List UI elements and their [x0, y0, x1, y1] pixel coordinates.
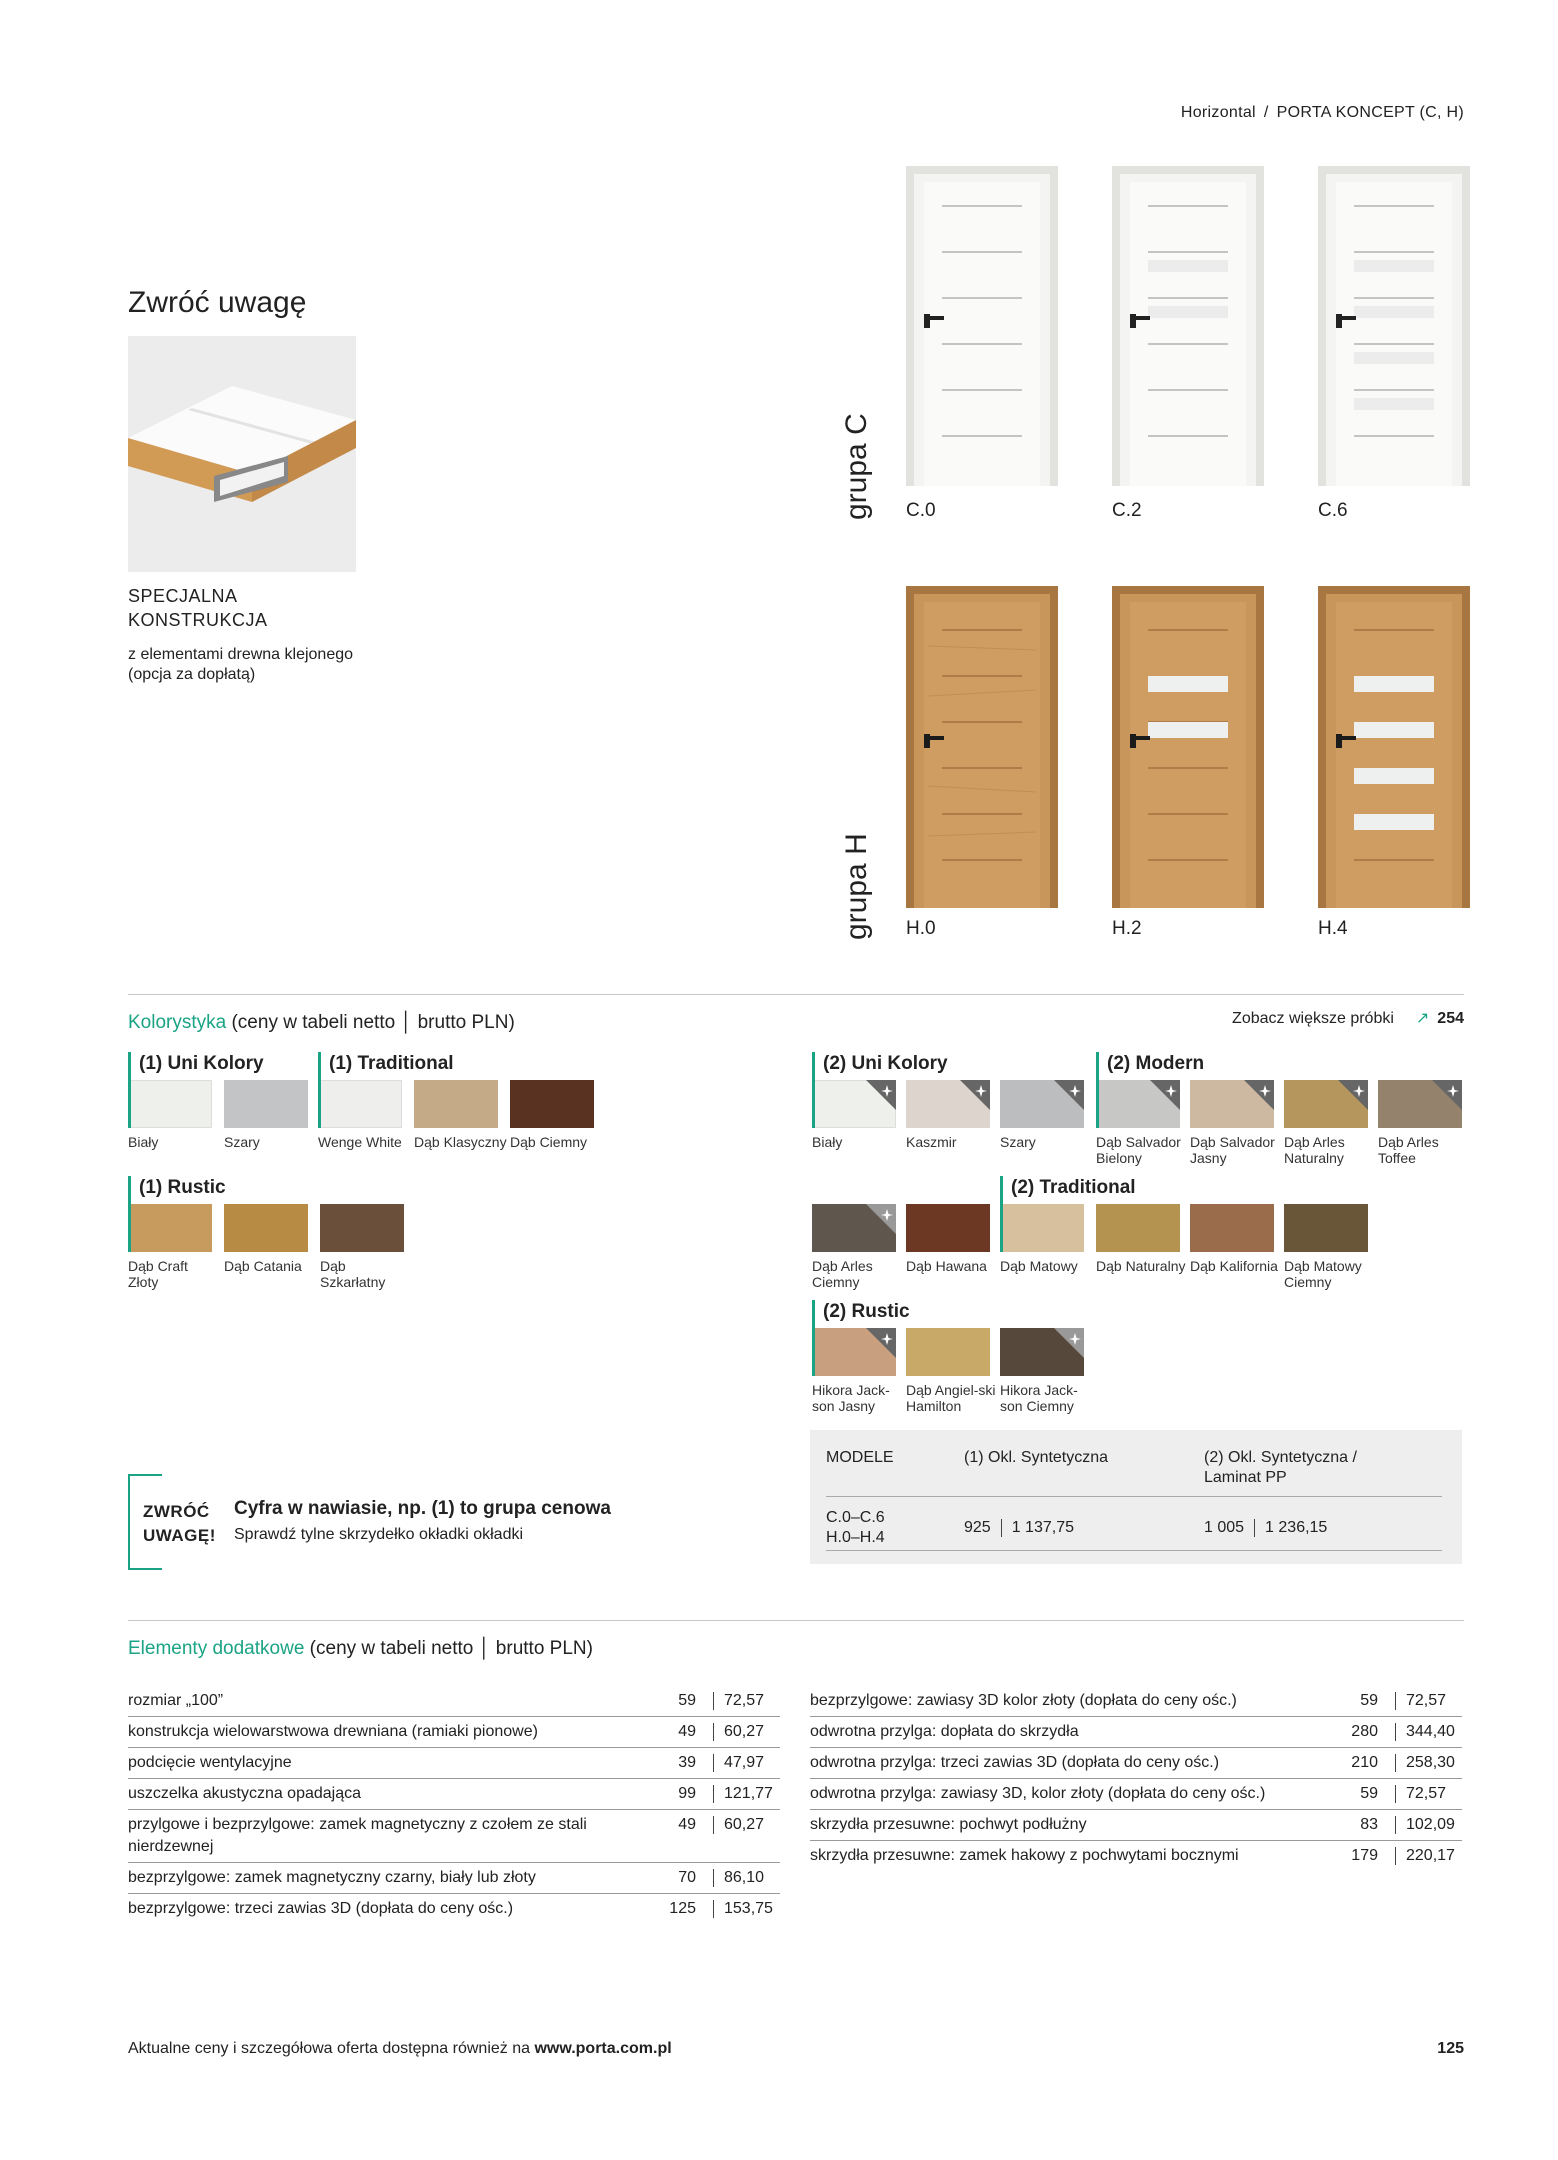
swatch-accent-mark — [128, 1080, 131, 1128]
extras-row — [810, 1721, 1462, 1748]
footer-link[interactable]: www.porta.com.pl — [534, 2040, 672, 2057]
extras-gross: 47,97 — [724, 1754, 765, 1771]
price-separator — [713, 1869, 714, 1887]
swatch-label: Dąb Szkarłatny — [320, 1258, 386, 1290]
sparkle-icon — [1432, 1080, 1462, 1110]
door-h4[interactable] — [1318, 586, 1470, 908]
swatch-2-trad-dab-naturalny[interactable] — [1096, 1204, 1180, 1252]
swatch-2-dab-arles-ciemny[interactable] — [812, 1204, 896, 1252]
price-col-group2 — [1204, 1448, 1357, 1488]
swatch-label: Hikora Jack-son Jasny — [812, 1382, 890, 1414]
swatch-fill — [320, 1204, 404, 1252]
door-h0[interactable] — [906, 586, 1058, 908]
swatch-label: Dąb Klasyczny — [414, 1134, 507, 1150]
swatch-label: Kaszmir — [906, 1134, 957, 1150]
extras-name: skrzydła przesuwne: pochwyt podłużny — [810, 1816, 1087, 1833]
swatch-label: Hikora Jack-son Ciemny — [1000, 1382, 1078, 1414]
swatch-label: Dąb Ciemny — [510, 1134, 588, 1150]
extras-net: 179 — [1351, 1847, 1378, 1864]
sparkle-icon — [866, 1080, 896, 1110]
extras-net: 59 — [1360, 1692, 1378, 1709]
swatch-2-trad-dab-kalifornia[interactable] — [1190, 1204, 1274, 1252]
sparkle-icon — [960, 1080, 990, 1110]
swatch-accent-mark — [128, 1204, 131, 1252]
swatch-2-rustic-angielski-hamilton[interactable] — [906, 1328, 990, 1376]
price-separator — [713, 1900, 714, 1918]
swatch-2-uni-kaszmir[interactable] — [906, 1080, 990, 1128]
more-samples-link[interactable] — [1232, 1008, 1464, 1028]
extras-name: odwrotna przylga: dopłata do skrzydła — [810, 1723, 1079, 1740]
price-col-group2-line: Laminat PP — [1204, 1469, 1287, 1486]
swatch-2-uni-bialy[interactable] — [812, 1080, 896, 1128]
extras-name: bezprzylgowe: zamek magnetyczny czarny, biały lub złoty — [128, 1869, 536, 1886]
swatch-fill — [906, 1328, 990, 1376]
extras-name: odwrotna przylga: zawiasy 3D, kolor złoty (dopłata do ceny ośc.) — [810, 1785, 1266, 1802]
swatch-2-modern-salvador-jasny[interactable] — [1190, 1080, 1274, 1128]
extras-net: 49 — [678, 1723, 696, 1740]
extras-gross: 72,57 — [1406, 1692, 1447, 1709]
door-code-h2: H.2 — [1112, 918, 1142, 939]
sparkle-icon — [1054, 1080, 1084, 1110]
price-separator — [1395, 1754, 1396, 1772]
footer-text — [128, 2040, 672, 2058]
swatch-accent-mark — [318, 1080, 321, 1128]
swatch-2-rustic-hikora-jasny[interactable] — [812, 1328, 896, 1376]
group-2-modern-title: (2) Modern — [1096, 1052, 1204, 1080]
swatch-1-uni-szary[interactable] — [224, 1080, 308, 1128]
sparkle-icon — [866, 1328, 896, 1358]
extras-gross: 220,17 — [1406, 1847, 1455, 1864]
group-1-rustic-title: (1) Rustic — [128, 1176, 226, 1204]
sparkle-icon — [1054, 1328, 1084, 1358]
extras-gross: 102,09 — [1406, 1816, 1455, 1833]
construction-description: z elementami drewna klejonego (opcja za dopłatą) — [128, 646, 354, 683]
door-c6[interactable] — [1318, 166, 1470, 486]
attention-heading: Cyfra w nawiasie, np. (1) to grupa cenowa — [234, 1498, 611, 1519]
extras-row — [128, 1814, 780, 1863]
price-col-models: MODELE — [826, 1449, 894, 1466]
breadcrumb-separator: / — [1263, 104, 1269, 121]
swatch-fill — [414, 1080, 498, 1128]
extras-net: 59 — [1360, 1785, 1378, 1802]
extras-row — [810, 1690, 1462, 1717]
sparkle-icon — [1338, 1080, 1368, 1110]
swatch-accent-mark — [1000, 1204, 1003, 1252]
swatch-fill — [906, 1204, 990, 1252]
colors-title-rest: (ceny w tabeli netto │ brutto PLN) — [231, 1012, 515, 1033]
swatch-label: Szary — [224, 1134, 260, 1150]
breadcrumb-item-product[interactable]: PORTA KONCEPT (C, H) — [1276, 104, 1464, 121]
swatch-label: Dąb Arles Naturalny — [1284, 1134, 1345, 1166]
price-group2-gross: 1 236,15 — [1265, 1519, 1328, 1536]
swatch-fill — [1190, 1204, 1274, 1252]
sparkle-icon — [866, 1204, 896, 1234]
extras-section-title — [128, 1638, 593, 1660]
swatch-accent-mark — [812, 1080, 815, 1128]
price-col-group2-line: (2) Okl. Syntetyczna / — [1204, 1449, 1357, 1466]
extras-name: przylgowe i bezprzylgowe: zamek magnetyczny z czołem ze stali nierdzewnej — [128, 1816, 587, 1855]
swatch-label: Dąb Kalifornia — [1190, 1258, 1278, 1274]
extras-name: uszczelka akustyczna opadająca — [128, 1785, 362, 1802]
price-separator — [713, 1816, 714, 1834]
extras-name: rozmiar „100” — [128, 1692, 224, 1709]
swatch-2-modern-arles-toffee[interactable] — [1378, 1080, 1462, 1128]
attention-label-line: UWAGĘ! — [143, 1526, 216, 1545]
door-h2[interactable] — [1112, 586, 1264, 908]
extras-row — [810, 1845, 1462, 1871]
swatch-label: Biały — [812, 1134, 843, 1150]
extras-gross: 86,10 — [724, 1869, 765, 1886]
swatch-label: Dąb Catania — [224, 1258, 302, 1274]
swatch-1-rustic-dab-catania[interactable] — [224, 1204, 308, 1252]
section-divider — [128, 1620, 1464, 1621]
swatch-label: Dąb Craft Złoty — [128, 1258, 188, 1290]
colors-section-title — [128, 1012, 515, 1034]
extras-net: 125 — [669, 1900, 696, 1917]
swatch-label: Wenge White — [318, 1134, 402, 1150]
extras-net: 83 — [1360, 1816, 1378, 1833]
swatch-2-modern-salvador-bielony[interactable] — [1096, 1080, 1180, 1128]
price-separator — [713, 1754, 714, 1772]
extras-row — [810, 1752, 1462, 1779]
price-separator — [1395, 1723, 1396, 1741]
extras-row — [128, 1690, 780, 1717]
construction-title-line: SPECJALNA — [128, 586, 238, 606]
swatch-fill — [128, 1080, 212, 1128]
extras-row — [128, 1721, 780, 1748]
sparkle-icon — [1244, 1080, 1274, 1110]
price-header-rule — [826, 1496, 1442, 1497]
price-col-group1: (1) Okl. Syntetyczna — [964, 1449, 1109, 1466]
swatch-2-modern-arles-naturalny[interactable] — [1284, 1080, 1368, 1128]
extras-row — [128, 1867, 780, 1894]
construction-title-line: KONSTRUKCJA — [128, 610, 268, 630]
swatch-label: Dąb Naturalny — [1096, 1258, 1186, 1274]
extras-name: bezprzylgowe: zawiasy 3D kolor złoty (dopłata do ceny ośc.) — [810, 1692, 1237, 1709]
price-separator — [1395, 1785, 1396, 1803]
footer-label: Aktualne ceny i szczegółowa oferta dostępna również na — [128, 2040, 531, 2057]
swatch-fill — [224, 1080, 308, 1128]
swatch-2-uni-szary[interactable] — [1000, 1080, 1084, 1128]
extras-gross: 60,27 — [724, 1723, 765, 1740]
extras-net: 39 — [678, 1754, 696, 1771]
swatch-fill — [1000, 1204, 1084, 1252]
swatch-1-rustic-dab-craft-zloty[interactable] — [128, 1204, 212, 1252]
breadcrumb — [1181, 104, 1464, 122]
price-models-cell — [826, 1508, 885, 1548]
page-number: 125 — [1437, 2040, 1464, 2057]
swatch-1-trad-wenge-white[interactable] — [318, 1080, 402, 1128]
swatch-label: Biały — [128, 1134, 159, 1150]
swatch-label: Dąb Matowy Ciemny — [1284, 1258, 1362, 1290]
door-code-c2: C.2 — [1112, 500, 1142, 521]
swatch-fill — [128, 1204, 212, 1252]
swatch-1-trad-dab-klasyczny[interactable] — [414, 1080, 498, 1128]
group-2-rustic-title: (2) Rustic — [812, 1300, 910, 1328]
breadcrumb-item-collection[interactable]: Horizontal — [1180, 104, 1256, 121]
extras-gross: 72,57 — [724, 1692, 765, 1709]
extras-net: 59 — [678, 1692, 696, 1709]
extras-gross: 121,77 — [724, 1785, 773, 1802]
more-samples-page: 254 — [1437, 1010, 1464, 1027]
colors-title-accent: Kolorystyka — [128, 1012, 227, 1033]
sparkle-icon — [1150, 1080, 1180, 1110]
extras-gross: 258,30 — [1406, 1754, 1455, 1771]
section-divider — [128, 994, 1464, 995]
price-models-line: C.0–C.6 — [826, 1509, 885, 1526]
extras-row — [128, 1752, 780, 1779]
price-bottom-rule — [826, 1550, 1442, 1551]
price-group2-net: 1 005 — [1204, 1519, 1245, 1536]
swatch-label: Dąb Salvador Bielony — [1096, 1134, 1181, 1166]
notice-title: Zwróć uwagę — [128, 286, 307, 319]
swatch-2-trad-dab-matowy[interactable] — [1000, 1204, 1084, 1252]
extras-gross: 60,27 — [724, 1816, 765, 1833]
door-code-c0: C.0 — [906, 500, 936, 521]
group-1-traditional-title: (1) Traditional — [318, 1052, 454, 1080]
swatch-label: Dąb Angiel-ski Hamilton — [906, 1382, 996, 1414]
extras-title-rest: (ceny w tabeli netto │ brutto PLN) — [309, 1638, 593, 1659]
arrow-up-right-icon: ↗ — [1415, 1010, 1430, 1027]
price-separator — [1254, 1519, 1255, 1537]
price-group1-cell — [964, 1518, 1074, 1538]
price-separator — [1395, 1816, 1396, 1834]
group-2-traditional-title: (2) Traditional — [1000, 1176, 1136, 1204]
swatch-1-rustic-dab-szkarlatny[interactable] — [320, 1204, 404, 1252]
extras-name: odwrotna przylga: trzeci zawias 3D (dopłata do ceny ośc.) — [810, 1754, 1220, 1771]
door-code-c6: C.6 — [1318, 500, 1348, 521]
swatch-label: Dąb Hawana — [906, 1258, 987, 1274]
group-1-uni-title: (1) Uni Kolory — [128, 1052, 264, 1080]
swatch-label: Dąb Matowy — [1000, 1258, 1078, 1274]
price-separator — [1395, 1692, 1396, 1710]
door-c0[interactable] — [906, 166, 1058, 486]
swatch-fill — [1096, 1204, 1180, 1252]
price-table — [810, 1430, 1462, 1564]
swatch-1-trad-dab-ciemny[interactable] — [510, 1080, 594, 1128]
swatch-1-uni-bialy[interactable] — [128, 1080, 212, 1128]
construction-title — [128, 584, 268, 632]
swatch-label: Szary — [1000, 1134, 1036, 1150]
swatch-fill — [1284, 1204, 1368, 1252]
extras-net: 99 — [678, 1785, 696, 1802]
extras-net: 70 — [678, 1869, 696, 1886]
price-separator — [713, 1692, 714, 1710]
extras-gross: 344,40 — [1406, 1723, 1455, 1740]
extras-name: bezprzylgowe: trzeci zawias 3D (dopłata do ceny ośc.) — [128, 1900, 514, 1917]
swatch-2-rustic-hikora-ciemny[interactable] — [1000, 1328, 1084, 1376]
swatch-accent-mark — [1096, 1080, 1099, 1128]
extras-row — [128, 1783, 780, 1810]
price-separator — [1395, 1847, 1396, 1865]
door-c2[interactable] — [1112, 166, 1264, 486]
swatch-label: Dąb Arles Toffee — [1378, 1134, 1439, 1166]
extras-row — [128, 1898, 780, 1924]
swatch-fill — [318, 1080, 402, 1128]
price-separator — [713, 1785, 714, 1803]
attention-label-line: ZWRÓĆ — [143, 1502, 210, 1521]
group-c-label: grupa C — [840, 413, 873, 520]
swatch-label: Dąb Arles Ciemny — [812, 1258, 873, 1290]
door-code-h0: H.0 — [906, 918, 936, 939]
extras-net: 280 — [1351, 1723, 1378, 1740]
price-separator — [1001, 1519, 1002, 1537]
extras-row — [810, 1814, 1462, 1841]
attention-subtext: Sprawdź tylne skrzydełko okładki okładki — [234, 1526, 524, 1543]
extras-name: skrzydła przesuwne: zamek hakowy z pochwytami bocznymi — [810, 1847, 1239, 1864]
extras-title-accent: Elementy dodatkowe — [128, 1638, 305, 1659]
extras-name: konstrukcja wielowarstwowa drewniana (ramiaki pionowe) — [128, 1723, 538, 1740]
swatch-accent-mark — [812, 1328, 815, 1376]
extras-gross: 153,75 — [724, 1900, 773, 1917]
more-samples-label: Zobacz większe próbki — [1232, 1010, 1394, 1027]
price-models-line: H.0–H.4 — [826, 1529, 885, 1546]
extras-net: 49 — [678, 1816, 696, 1833]
group-h-label: grupa H — [840, 833, 873, 940]
door-code-h4: H.4 — [1318, 918, 1348, 939]
attention-label — [143, 1500, 216, 1548]
swatch-fill — [510, 1080, 594, 1128]
extras-gross: 72,57 — [1406, 1785, 1447, 1802]
price-separator — [713, 1723, 714, 1741]
swatch-2-trad-dab-matowy-ciemny[interactable] — [1284, 1204, 1368, 1252]
price-group2-cell — [1204, 1518, 1327, 1538]
price-group1-gross: 1 137,75 — [1011, 1519, 1074, 1536]
group-2-uni-title: (2) Uni Kolory — [812, 1052, 948, 1080]
swatch-fill — [224, 1204, 308, 1252]
swatch-label: Dąb Salvador Jasny — [1190, 1134, 1275, 1166]
extras-name: podcięcie wentylacyjne — [128, 1754, 292, 1771]
extras-row — [810, 1783, 1462, 1810]
price-group1-net: 925 — [964, 1519, 991, 1536]
extras-net: 210 — [1351, 1754, 1378, 1771]
swatch-2-dab-hawana[interactable] — [906, 1204, 990, 1252]
construction-image — [128, 336, 356, 572]
